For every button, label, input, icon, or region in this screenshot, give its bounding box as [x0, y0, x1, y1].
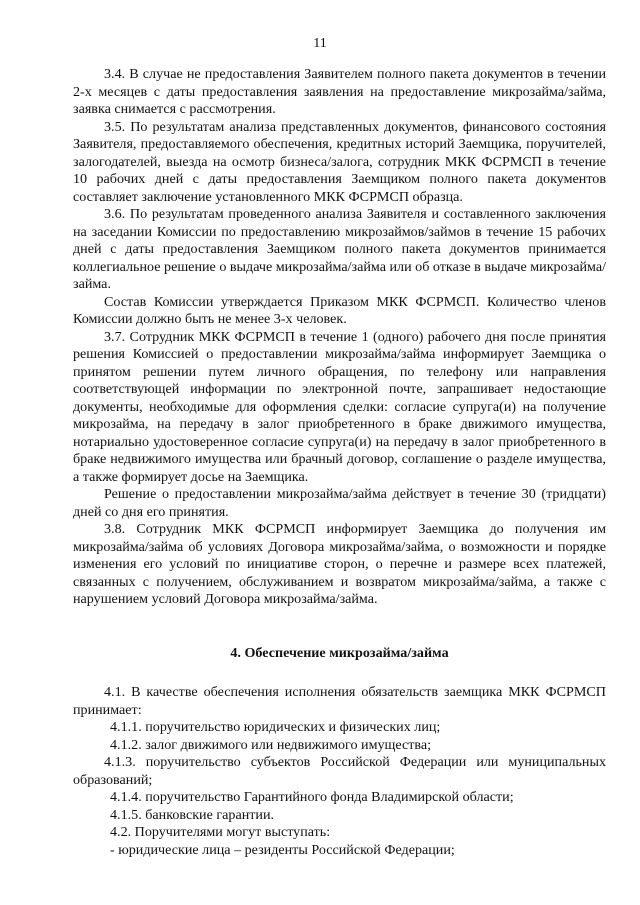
document-body: [73, 66, 606, 859]
paragraph-4-1: 4.1. В качестве обеспечения исполнения обязательств заемщика МКК ФСРМСП принимает:: [73, 684, 606, 718]
section-heading: 4. Обеспечение микрозайма/займа: [230, 644, 449, 661]
paragraph-3-6: 3.6. По результатам проведенного анализа Заявителя и составленного заключения на заседании Комиссии по предоставлению микрозаймов/займов в течение 15 рабочих дней с даты предоставления Заемщиком полного пакета документов принимается коллегиальное решение о выдаче микрозайма/займа или об отказе в выдаче микрозайма/займа.: [73, 206, 606, 292]
paragraph-commission: Состав Комиссии утверждается Приказом МКК ФСРМСП. Количество членов Комиссии должно быть не менее 3-х человек.: [73, 293, 606, 327]
paragraph-4-1-5: 4.1.5. банковские гарантии.: [110, 806, 275, 823]
paragraph-4-1-4: 4.1.4. поручительство Гарантийного фонда Владимирской области;: [110, 789, 514, 805]
paragraph-4-1-3: 4.1.3. поручительство субъектов Российской Федерации или муниципальных образований;: [73, 754, 606, 788]
paragraph-4-1-2: 4.1.2. залог движимого или недвижимого имущества;: [110, 736, 432, 753]
paragraph-guarantor-legal-entities: - юридические лица – резиденты Российской Федерации;: [110, 841, 455, 858]
paragraph-3-8: 3.8. Сотрудник МКК ФСРМСП информирует Заемщика до получения им микрозайма/займа об условиях Договора микрозайма/займа, о возможности и порядке изменения его условий по инициативе сторон, о перечне и размере всех платежей, связанных с получением, обслуживанием и возвратом микрозайма/займа, а также с нарушением условий Договора микрозайма/займа.: [73, 521, 606, 607]
paragraph-3-5: 3.5. По результатам анализа представленных документов, финансового состояния Заявителя, предоставляемого обеспечения, кредитных историй Заемщика, поручителей, залогодателей, выезда на осмотр бизнеса/залога, сотрудник МКК ФСРМСП в течение 10 рабочих дней с даты предоставления Заемщиком полного пакета документов составляет заключение установленного МКК ФСРМСП образца.: [73, 118, 606, 205]
page-number: 11: [313, 36, 327, 51]
paragraph-4-1-1: 4.1.1. поручительство юридических и физических лиц;: [110, 719, 441, 735]
paragraph-3-4: 3.4. В случае не предоставления Заявителем полного пакета документов в течении 2-х месяцев с даты предоставления заявления на предоставление микрозайма/займа, заявка снимается с рассмотрения.: [73, 66, 606, 117]
paragraph-3-7: 3.7. Сотрудник МКК ФСРМСП в течение 1 (одного) рабочего дня после принятия решения Комиссией о предоставлении микрозайма/займа информирует Заемщика о принятом решении путем личного обращения, по телефону или направления соответствующей информации по электронной почте, запрашивает недостающие документы, необходимые для оформления сделки: согласие супруга(и) на получение микрозайма, на передачу в залог приобретенного в браке движимого имущества, нотариально удостоверенное согласие супруга(и) на передачу в залог приобретенного в браке недвижимого имущества или брачный договор, соглашение о разделе имущества, а также формирует досье на Заемщика.: [73, 328, 606, 485]
paragraph-4-2: 4.2. Поручителями могут выступать:: [110, 824, 331, 840]
paragraph-decision-validity: Решение о предоставлении микрозайма/займа действует в течение 30 (тридцати) дней со дня его принятия.: [73, 486, 606, 520]
